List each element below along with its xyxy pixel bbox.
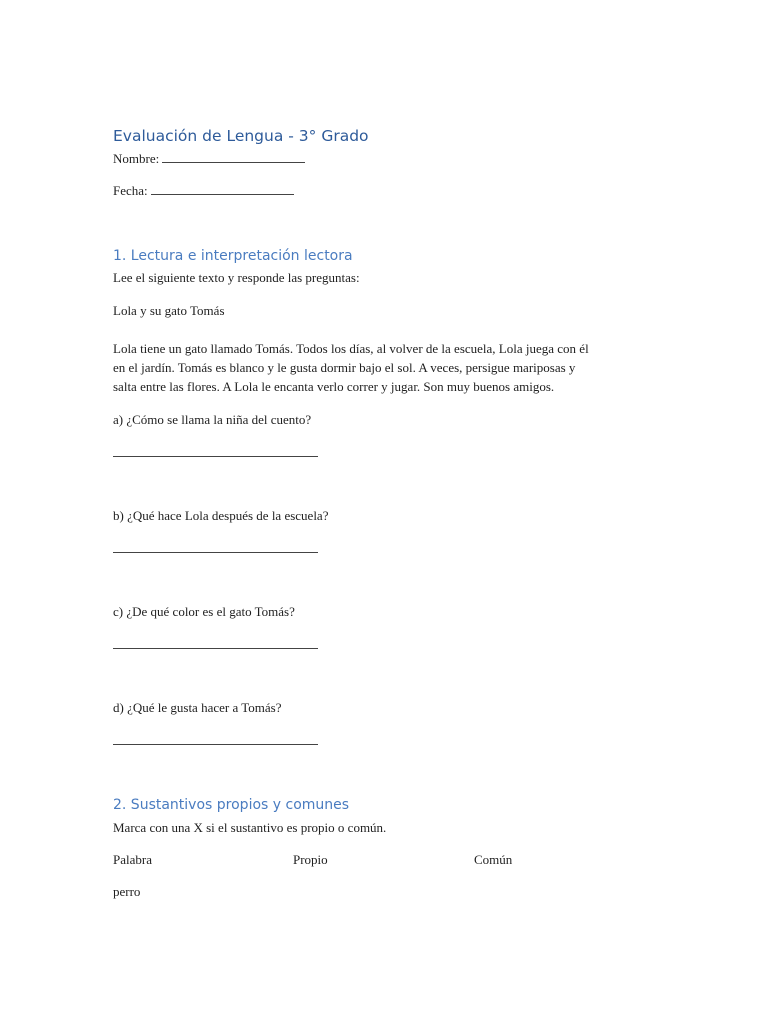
date-label: Fecha: [113, 183, 148, 198]
section2-heading: 2. Sustantivos propios y comunes [113, 797, 350, 813]
answer-line-d[interactable] [113, 744, 318, 745]
answer-line-a[interactable] [113, 456, 318, 457]
story-line-3: salta entre las flores. A Lola le encanta verlo correr y jugar. Son muy buenos amigos. [113, 379, 555, 394]
column-header-word: Palabra [113, 852, 152, 867]
document-title: Evaluación de Lengua - 3° Grado [113, 127, 369, 145]
question-c: c) ¿De qué color es el gato Tomás? [113, 604, 295, 619]
answer-line-b[interactable] [113, 552, 318, 553]
column-header-proper: Propio [293, 852, 328, 867]
story-line-1: Lola tiene un gato llamado Tomás. Todos los días, al volver de la escuela, Lola juega con él [113, 341, 589, 356]
name-label: Nombre: [113, 151, 160, 166]
table-row-word: perro [113, 884, 141, 899]
story-title: Lola y su gato Tomás [113, 303, 225, 318]
section1-heading: 1. Lectura e interpretación lectora [113, 248, 353, 264]
section1-instruction: Lee el siguiente texto y responde las preguntas: [113, 270, 360, 285]
story-line-2: en el jardín. Tomás es blanco y le gusta dormir bajo el sol. A veces, persigue mariposas y [113, 360, 576, 375]
question-a: a) ¿Cómo se llama la niña del cuento? [113, 412, 312, 427]
section2-instruction: Marca con una X si el sustantivo es propio o común. [113, 820, 387, 835]
column-header-common: Común [474, 852, 513, 867]
question-d: d) ¿Qué le gusta hacer a Tomás? [113, 700, 282, 715]
name-field-row [113, 149, 305, 168]
date-answer-line[interactable] [151, 184, 294, 195]
answer-line-c[interactable] [113, 648, 318, 649]
name-answer-line[interactable] [162, 152, 305, 163]
question-b: b) ¿Qué hace Lola después de la escuela? [113, 508, 329, 523]
date-field-row [113, 181, 294, 200]
